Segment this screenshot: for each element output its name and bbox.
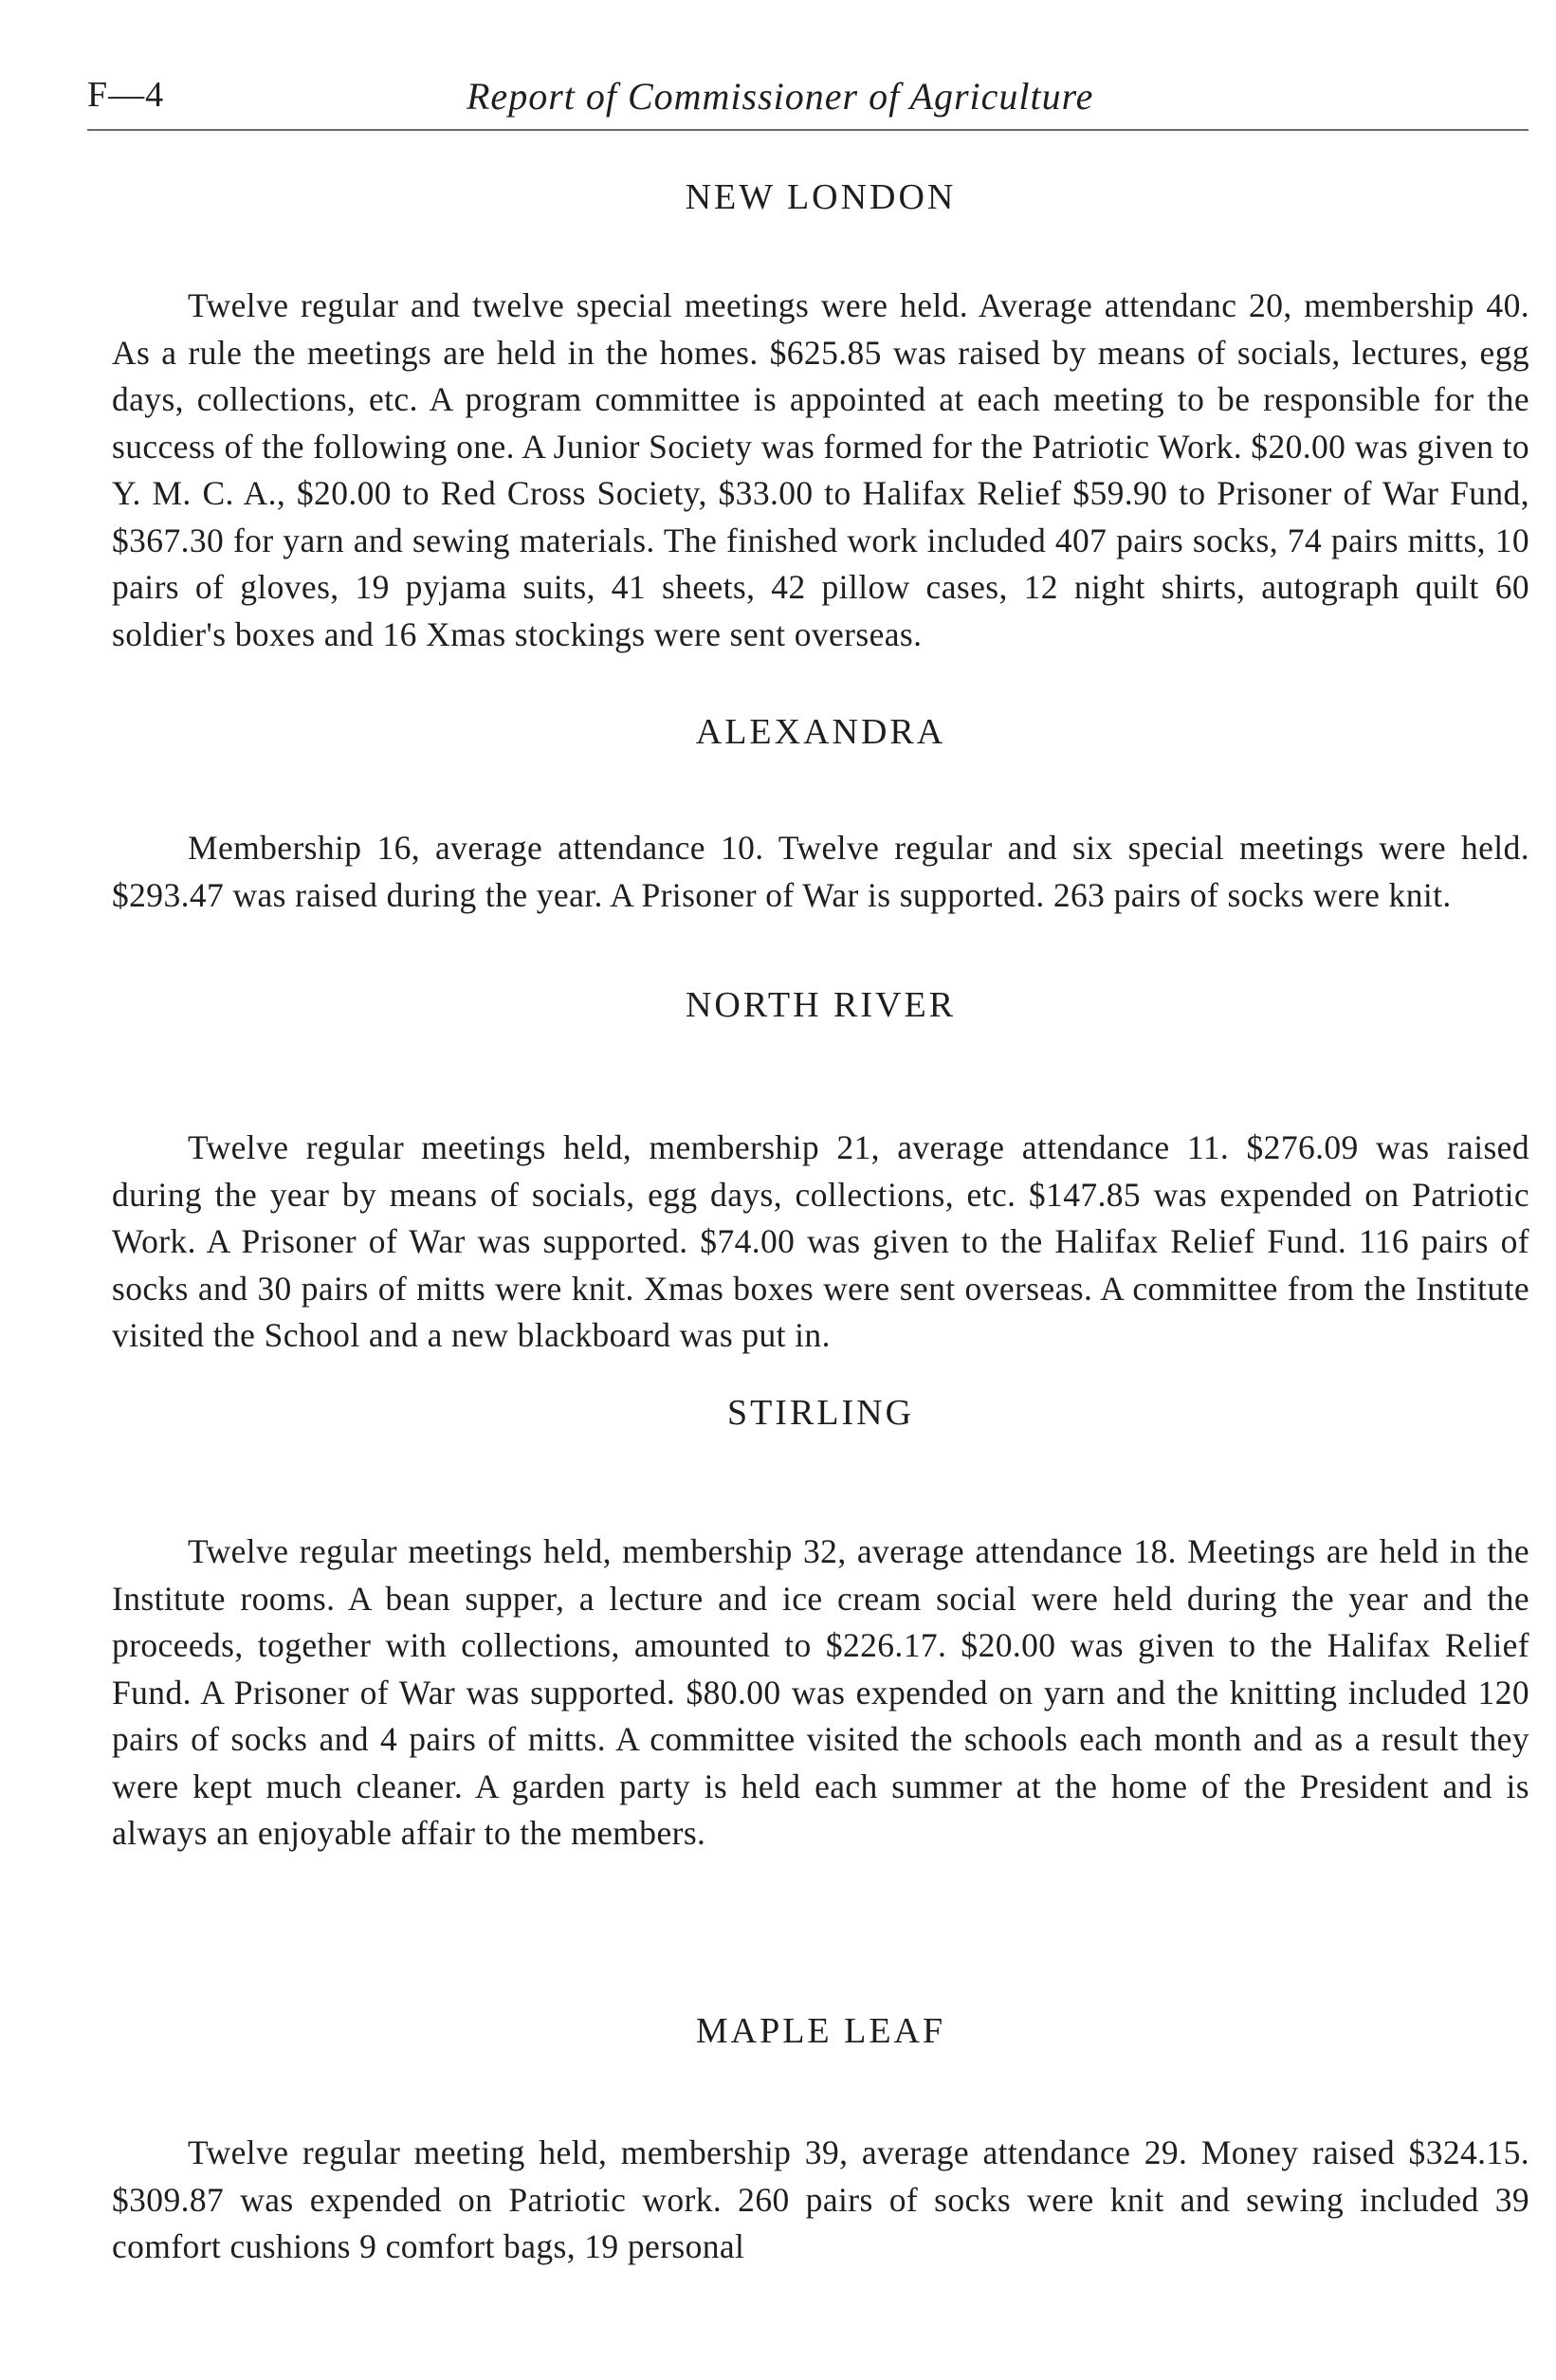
header-rule bbox=[87, 129, 1529, 131]
section-heading: NORTH RIVER bbox=[685, 985, 957, 1025]
page-number: F—4 bbox=[87, 75, 165, 115]
section-heading: STIRLING bbox=[726, 1393, 915, 1433]
section-paragraph: Twelve regular meeting held, membership 39, average attendance 29. Money raised $324.15. $309.87 was expended on Patriotic work. 260 pairs of socks were knit and sewing included 39 comfort cushions 9 comfort bags, 19 personal bbox=[112, 2133, 1529, 2265]
section-heading: MAPLE LEAF bbox=[695, 2011, 946, 2051]
section-paragraph: Twelve regular meetings held, membership 21, average attendance 11. $276.09 was raised during the year by means of socials, egg days, collections, etc. $147.85 was expended on Patriotic Work. A Prisoner of War was supported. $74.00 was given to the Halifax Relief Fund. 116 pairs of socks and 30 pairs of mitts were knit. Xmas boxes were sent overseas. A committee from the Institute visited the School and a new blackboard was put in. bbox=[112, 1128, 1529, 1354]
section-heading: NEW LONDON bbox=[685, 177, 957, 217]
section-alexandra bbox=[112, 704, 1529, 919]
section-paragraph: Membership 16, average attendance 10. Twelve regular and six special meetings were held. $293.47 was raised during the year. A Prisoner of War is supported. 263 pairs of socks were knit. bbox=[112, 829, 1529, 914]
section-north-river bbox=[112, 977, 1529, 1360]
running-title: Report of Commissioner of Agriculture bbox=[467, 75, 1094, 118]
section-new-london bbox=[112, 169, 1529, 658]
section-heading: ALEXANDRA bbox=[695, 712, 946, 752]
section-paragraph: Twelve regular meetings held, membership 32, average attendance 18. Meetings are held in the Institute rooms. A bean supper, a lecture and ice cream social were held during the year and the proceeds, together with collections, amounted to $226.17. $20.00 was given to the Halifax Relief Fund. A Prisoner of War was supported. $80.00 was expended on yarn and the knitting included 120 pairs of socks and 4 pairs of mitts. A committee visited the schools each month and as a result they were kept much cleaner. A garden party is held each summer at the home of the President and is always an enjoyable affair to the members. bbox=[112, 1532, 1529, 1852]
section-maple-leaf bbox=[112, 2003, 1529, 2271]
section-paragraph: Twelve regular and twelve special meetings were held. Average attendanc 20, membership 40. As a rule the meetings are held in the homes. $625.85 was raised by means of socials, lectures, egg days, collections, etc. A program committee is appointed at each meeting to be responsible for the success of the following one. A Junior Society was formed for the Patriotic Work. $20.00 was given to Y. M. C. A., $20.00 to Red Cross Society, $33.00 to Halifax Relief $59.90 to Prisoner of War Fund, $367.30 for yarn and sewing materials. The finished work included 407 pairs socks, 74 pairs mitts, 10 pairs of gloves, 19 pyjama suits, 41 sheets, 42 pillow cases, 12 night shirts, autograph quilt 60 soldier's boxes and 16 Xmas stockings were sent overseas. bbox=[112, 286, 1529, 653]
section-stirling bbox=[112, 1384, 1529, 1858]
